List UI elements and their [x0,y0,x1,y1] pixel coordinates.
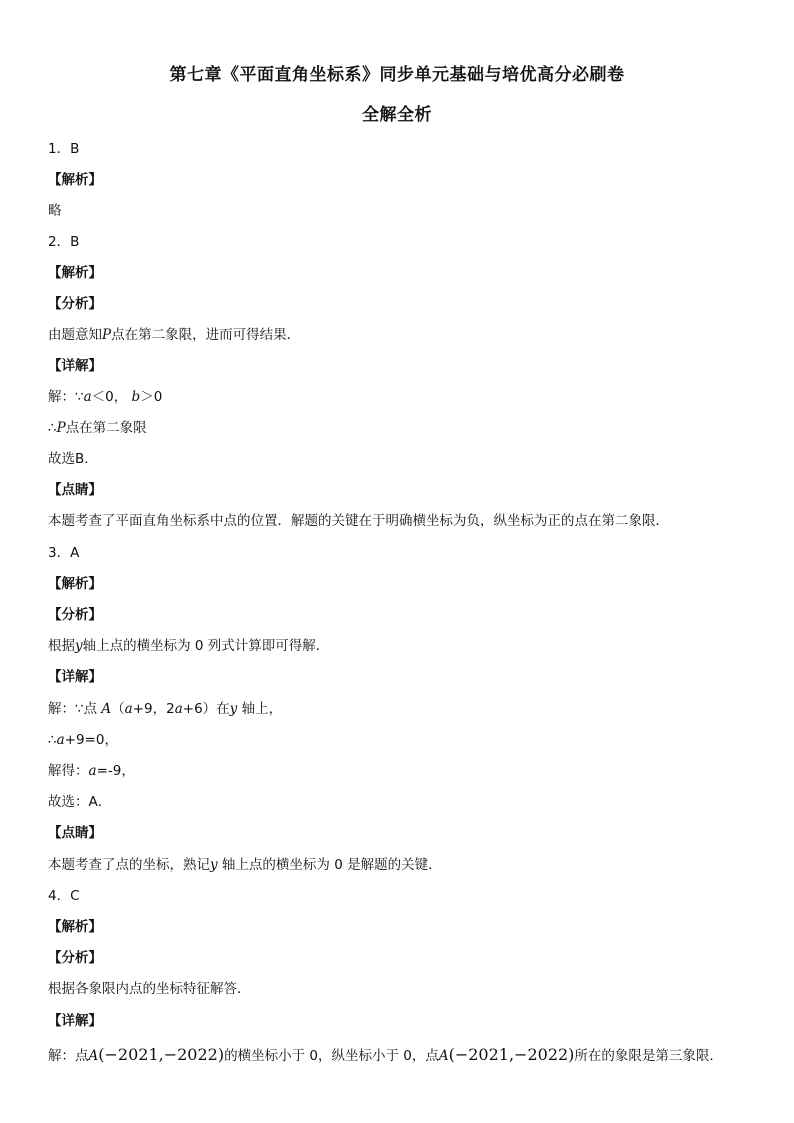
q2-number: 2．B [48,234,80,250]
text-run: 所在的象限是第三象限． [574,1048,723,1064]
math-var: a [124,701,133,717]
q1-analysis-text: 略 [48,203,62,219]
text-run: 点在第二象限 [65,420,147,436]
q4-analysis-heading: 【解析】 [48,919,102,935]
q3-number: 3．A [48,545,80,561]
math-var: a [88,763,97,779]
q3-dianjing-text [48,856,442,874]
q2-fenxi-text [48,326,300,344]
text-run: ＞0 [140,389,163,405]
math-var: A [88,1048,99,1064]
math-var: y [229,701,238,717]
coordinate: (−2021,−2022) [448,1045,575,1064]
math-var: a [83,389,92,405]
text-run: 轴上点的横坐标为 0 列式计算即可得解． [82,638,330,654]
text-run: +9=0， [64,732,118,748]
text-run: ∴ [48,420,57,436]
q3-fenxi-heading: 【分析】 [48,607,102,623]
text-run: +6）在 [182,701,230,717]
text-run: 轴上， [237,701,283,717]
math-var: a [174,701,183,717]
text-run: ＜0， [91,389,128,405]
q2-xiangjie-heading: 【详解】 [48,358,102,374]
text-run: ∴ [48,732,57,748]
math-var: A [438,1048,449,1064]
text-run: 由题意知 [48,327,102,343]
q4-number: 4．C [48,888,80,904]
q3-analysis-heading: 【解析】 [48,576,102,592]
q4-fenxi-heading: 【分析】 [48,950,102,966]
q1-number: 1．B [48,141,80,157]
q1-analysis-heading: 【解析】 [48,172,102,188]
text-run: 的横坐标小于 0，纵坐标小于 0，点 [224,1048,439,1064]
text-run: 解：∵ [48,389,84,405]
text-run: +9，2 [132,701,175,717]
math-var: P [102,327,112,343]
q4-step-1 [48,1046,723,1065]
text-run: 根据 [48,638,75,654]
q2-dianjing-heading: 【点睛】 [48,482,102,498]
q3-step-4: 故选：A． [48,794,112,810]
text-run: （ [111,701,125,717]
q2-fenxi-heading: 【分析】 [48,296,102,312]
text-run: 解：点 [48,1048,89,1064]
math-var: A [101,701,112,717]
text-run: 本题考查了点的坐标，熟记 [48,857,210,873]
q4-fenxi-text: 根据各象限内点的坐标特征解答． [48,981,251,997]
q2-dianjing-text: 本题考查了平面直角坐标系中点的位置．解题的关键在于明确横坐标为负，纵坐标为正的点在第二象限． [48,513,669,529]
text-run: 点在第二象限，进而可得结果． [111,327,301,343]
math-var: b [131,389,141,405]
q2-step-3: 故选B． [48,451,98,467]
math-var: y [210,857,218,873]
document-title: 第七章《平面直角坐标系》同步单元基础与培优高分必刷卷 [169,65,625,85]
q3-step-1 [48,700,282,718]
q2-step-1 [48,388,162,406]
q3-dianjing-heading: 【点睛】 [48,825,102,841]
q3-step-3 [48,762,135,780]
q3-fenxi-text [48,637,329,655]
q2-analysis-heading: 【解析】 [48,265,102,281]
text-run: 轴上点的横坐标为 0 是解题的关键． [217,857,442,873]
q3-xiangjie-heading: 【详解】 [48,669,102,685]
q2-step-2 [48,419,147,437]
text-run: 解：∵点 [48,701,102,717]
document-subtitle: 全解全析 [362,105,432,125]
math-var: a [56,732,65,748]
coordinate: (−2021,−2022) [98,1045,225,1064]
q3-step-2 [48,731,118,749]
q4-xiangjie-heading: 【详解】 [48,1013,102,1029]
math-var: P [56,420,66,436]
math-var: y [75,638,83,654]
text-run: =-9， [96,763,135,779]
text-run: 解得： [48,763,89,779]
